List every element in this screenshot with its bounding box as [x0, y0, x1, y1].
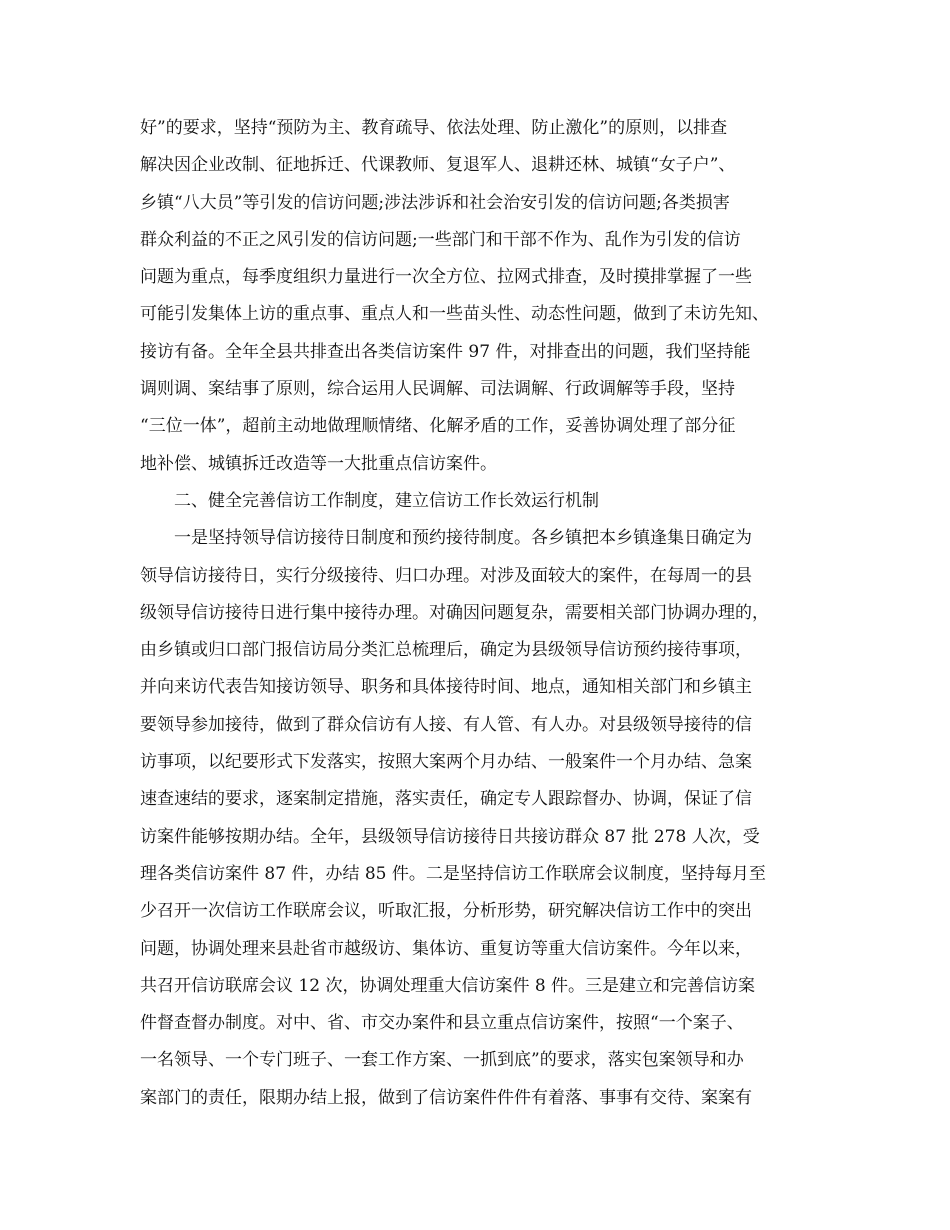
text-line: 速查速结的要求，逐案制定措施，落实责任，确定专人跟踪督办、协调，保证了信 — [140, 789, 752, 810]
text-line: 要领导参加接待，做到了群众信访有人接、有人管、有人办。对县级领导接待的信 — [140, 714, 752, 735]
text-line: 一名领导、一个专门班子、一套工作方案、一抓到底”的要求，落实包案领导和办 — [140, 1050, 744, 1071]
text-line: 访事项，以纪要形式下发落实，按照大案两个月办结、一般案件一个月办结、急案 — [140, 752, 752, 773]
text-line: 解决因企业改制、征地拆迁、代课教师、复退军人、退耕还林、城镇“女子户”、 — [140, 155, 736, 176]
text-line: 群众利益的不正之风引发的信访问题;一些部门和干部不作为、乱作为引发的信访 — [140, 229, 741, 250]
text-line: 问题，协调处理来县赴省市越级访、集体访、重复访等重大信访案件。今年以来， — [140, 938, 752, 959]
text-line: 乡镇“八大员”等引发的信访问题;涉法涉诉和社会治安引发的信访问题;各类损害 — [140, 192, 730, 213]
text-line: 理各类信访案件 87 件，办结 85 件。二是坚持信访工作联席会议制度，坚持每月至 — [140, 863, 766, 884]
text-line: 领导信访接待日，实行分级接待、归口办理。对涉及面较大的案件，在每周一的县 — [140, 565, 752, 586]
text-line: 访案件能够按期办结。全年，县级领导信访接待日共接访群众 87 批 278 人次，受 — [140, 826, 760, 847]
text-line: 可能引发集体上访的重点事、重点人和一些苗头性、动态性问题，做到了未访先知、 — [140, 304, 769, 325]
text-line: 并向来访代表告知接访领导、职务和具体接待时间、地点，通知相关部门和乡镇主 — [140, 677, 752, 698]
text-line: 共召开信访联席会议 12 次，协调处理重大信访案件 8 件。三是建立和完善信访案 — [140, 975, 756, 996]
text-line: 由乡镇或归口部门报信访局分类汇总梳理后，确定为县级领导信访预约接待事项， — [140, 640, 752, 661]
document-body — [140, 110, 830, 1117]
text-line: 少召开一次信访工作联席会议，听取汇报，分析形势，研究解决信访工作中的突出 — [140, 901, 752, 922]
text-line: 好”的要求，坚持“预防为主、教育疏导、依法处理、防止激化”的原则，以排查 — [140, 118, 728, 138]
text-line: 接访有备。全年全县共排查出各类信访案件 97 件，对排查出的问题，我们坚持能 — [140, 341, 751, 362]
text-line: 案部门的责任，限期办结上报，做到了信访案件件件有着落、事事有交待、案案有 — [140, 1087, 752, 1108]
text-line: 地补偿、城镇拆迁改造等一大批重点信访案件。 — [140, 453, 497, 474]
section-heading: 二、健全完善信访工作制度，建立信访工作长效运行机制 — [174, 490, 599, 511]
text-line: 级领导信访接待日进行集中接待办理。对确因问题复杂，需要相关部门协调办理的， — [140, 602, 769, 623]
text-line: 调则调、案结事了原则，综合运用人民调解、司法调解、行政调解等手段，坚持 — [140, 379, 735, 400]
text-line: 问题为重点，每季度组织力量进行一次全方位、拉网式排查，及时摸排掌握了一些 — [140, 267, 752, 288]
text-line: 件督查督办制度。对中、省、市交办案件和县立重点信访案件，按照“一个案子、 — [140, 1013, 744, 1034]
paragraph-start-line: 一是坚持领导信访接待日制度和预约接待制度。各乡镇把本乡镇逢集日确定为 — [174, 528, 752, 549]
text-line: “三位一体”，超前主动地做理顺情绪、化解矛盾的工作，妥善协调处理了部分征 — [140, 416, 736, 437]
